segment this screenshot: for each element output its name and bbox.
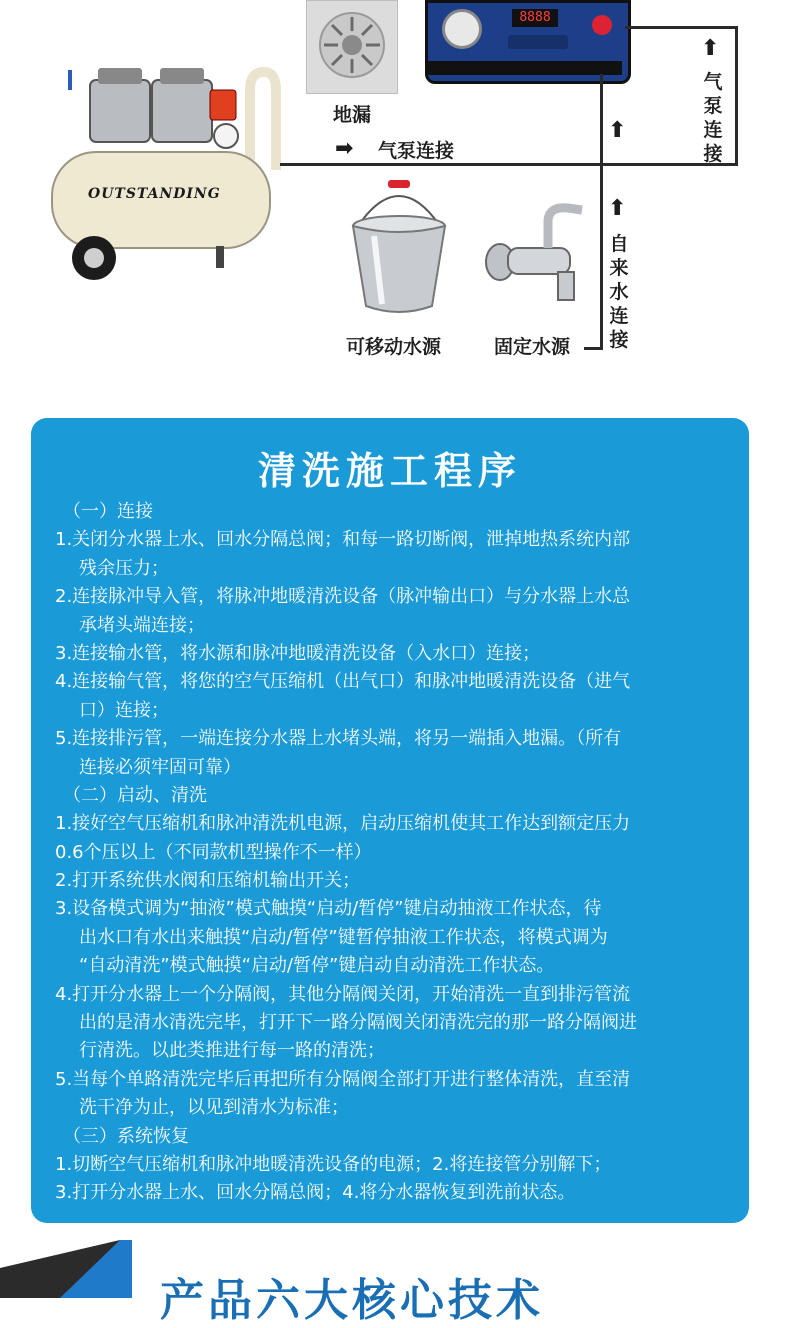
procedure-line: 承堵头端连接； bbox=[79, 614, 205, 636]
faucet-icon bbox=[478, 200, 590, 310]
floor-drain-image bbox=[306, 0, 398, 94]
procedure-line: 3.连接输水管，将水源和脉冲地暖清洗设备（入水口）连接； bbox=[55, 642, 541, 664]
procedure-line: （二）启动、清洗 bbox=[63, 784, 207, 806]
procedure-line: 连接必须牢固可靠） bbox=[79, 756, 241, 778]
bucket-icon bbox=[344, 176, 454, 326]
connection-diagram bbox=[0, 0, 790, 390]
air-line-horizontal bbox=[280, 163, 602, 166]
procedure-line: 出水口有水出来触摸“启动/暂停”键暂停抽液工作状态，将模式调为 bbox=[79, 926, 608, 948]
drain-grate-icon bbox=[307, 1, 397, 93]
power-button-icon bbox=[592, 15, 612, 35]
procedure-line: 4.连接输气管，将您的空气压缩机（出气口）和脉冲地暖清洗设备（进气 bbox=[55, 671, 631, 693]
procedure-line: “自动清洗”模式触摸“启动/暂停”键启动自动清洗工作状态。 bbox=[79, 955, 555, 977]
procedure-line: 1.切断空气压缩机和脉冲地暖清洗设备的电源；2.将连接管分别解下； bbox=[55, 1153, 612, 1175]
procedure-line: 口）连接； bbox=[79, 699, 169, 721]
compressor-icon bbox=[50, 60, 280, 285]
procedure-line: 5.连接排污管，一端连接分水器上水堵头端，将另一端插入地漏。（所有 bbox=[55, 728, 622, 750]
panel-title: 清洗施工程序 bbox=[257, 449, 522, 493]
procedure-line: 2.打开系统供水阀和压缩机输出开关； bbox=[55, 870, 361, 892]
cleaning-device-image bbox=[425, 0, 631, 84]
section-heading: 产品六大核心技术 bbox=[160, 1275, 544, 1326]
procedure-line: 4.打开分水器上一个分隔阀，其他分隔阀关闭，开始清洗一直到排污管流 bbox=[55, 983, 631, 1005]
faucet-image bbox=[478, 200, 590, 310]
air-pump-connect-label: 气泵连接 bbox=[378, 140, 455, 162]
device-line-vertical-right bbox=[735, 26, 738, 166]
arrow-right-icon: ➡ bbox=[335, 136, 354, 161]
air-pump-connect-vertical-label: 气泵连接 bbox=[703, 71, 723, 165]
pressure-gauge-icon bbox=[442, 9, 482, 49]
tap-water-connect-label: 自来水连接 bbox=[609, 233, 629, 351]
device-line-horizontal bbox=[625, 26, 737, 29]
device-buttons bbox=[508, 35, 568, 49]
procedure-line: 0.6个压以上（不同款机型操作不一样） bbox=[55, 841, 372, 863]
procedure-steps bbox=[55, 498, 745, 1208]
movable-water-label: 可移动水源 bbox=[346, 336, 442, 358]
procedure-line: （一）连接 bbox=[63, 501, 153, 522]
procedure-line: 1.接好空气压缩机和脉冲清洗机电源，启动压缩机使其工作达到额定压力 bbox=[55, 813, 631, 835]
procedure-panel bbox=[31, 418, 749, 1223]
arrow-up-icon: ⬆ bbox=[701, 36, 720, 61]
procedure-line: 3.设备模式调为“抽液”模式触摸“启动/暂停”键启动抽液工作状态，待 bbox=[55, 898, 602, 920]
air-compressor-image bbox=[50, 60, 280, 285]
arrow-up-icon: ⬆ bbox=[608, 118, 627, 143]
procedure-line: 5.当每个单路清洗完毕后再把所有分隔阀全部打开进行整体清洗，直至清 bbox=[55, 1068, 631, 1090]
bucket-image bbox=[344, 176, 454, 326]
arrow-up-icon: ⬆ bbox=[608, 196, 627, 221]
procedure-line: 2.连接脉冲导入管，将脉冲地暖清洗设备（脉冲输出口）与分水器上水总 bbox=[55, 586, 631, 608]
fixed-water-label: 固定水源 bbox=[494, 336, 571, 358]
water-source-line bbox=[584, 347, 603, 350]
procedure-line: 残余压力； bbox=[79, 557, 169, 579]
section-heading-band bbox=[0, 1240, 790, 1326]
procedure-line: 行清洗。以此类推进行每一路的清洗； bbox=[79, 1040, 385, 1062]
device-drop-line bbox=[600, 74, 603, 350]
device-handle bbox=[428, 61, 622, 75]
device-display: 8888 bbox=[512, 9, 558, 27]
procedure-line: 3.打开分水器上水、回水分隔总阀；4.将分水器恢复到洗前状态。 bbox=[55, 1182, 576, 1204]
procedure-line: 1.关闭分水器上水、回水分隔总阀；和每一路切断阀，泄掉地热系统内部 bbox=[55, 529, 631, 551]
procedure-line: 出的是清水清洗完毕，打开下一路分隔阀关闭清洗完的那一路分隔阀进 bbox=[79, 1012, 637, 1034]
floor-drain-label: 地漏 bbox=[333, 104, 372, 126]
procedure-line: 洗干净为止，以见到清水为标准； bbox=[79, 1097, 349, 1119]
compressor-brand-logo: OUTSTANDING bbox=[88, 186, 221, 202]
procedure-line: （三）系统恢复 bbox=[63, 1125, 189, 1147]
